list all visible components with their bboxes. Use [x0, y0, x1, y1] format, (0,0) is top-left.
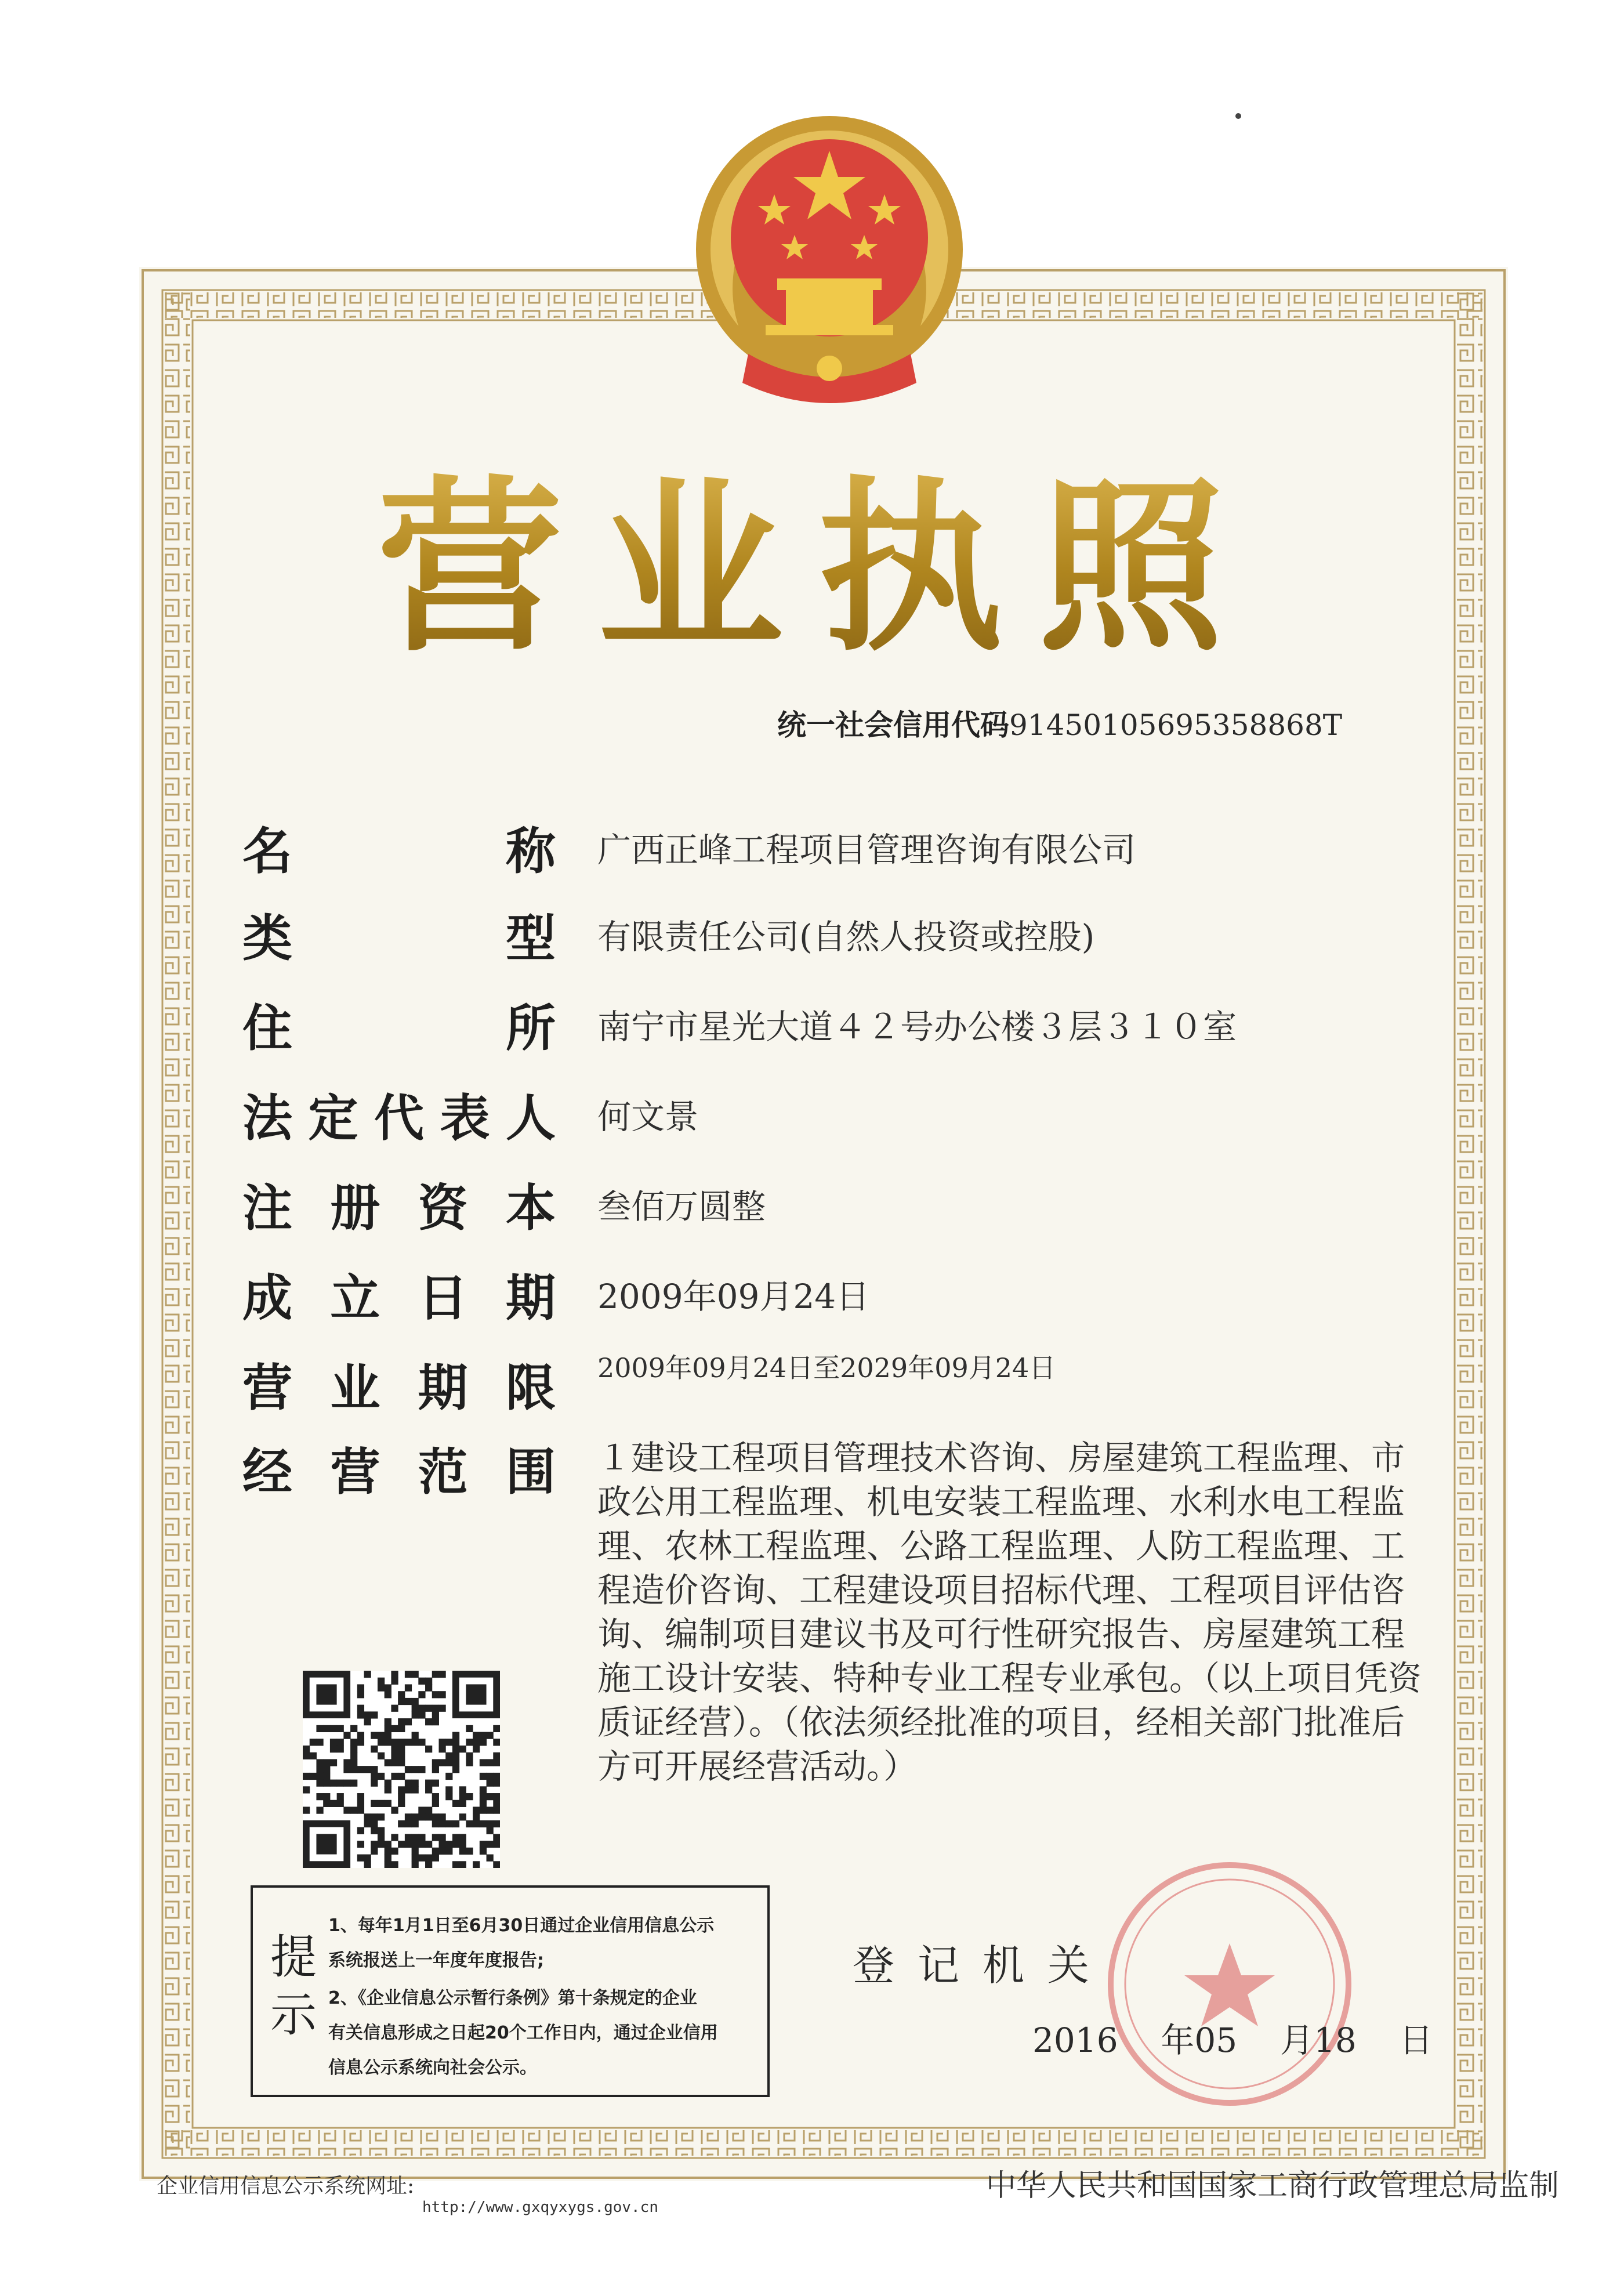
- notice-line: 1、每年1月1日至6月30日通过企业信用信息公示: [328, 1916, 715, 1936]
- speck: [1235, 113, 1241, 119]
- qr-code-icon: [303, 1671, 500, 1868]
- main-title: [371, 441, 1264, 690]
- registration-date: [1032, 2013, 1433, 2062]
- reg-month: 05: [1194, 2021, 1238, 2060]
- value-type: 有限责任公司(自然人投资或控股): [597, 917, 1095, 957]
- reg-day-unit: 日: [1399, 2021, 1433, 2060]
- footer-url-link[interactable]: http://www.gxqyxygs.gov.cn: [422, 2199, 658, 2216]
- reg-year-unit: 年: [1161, 2021, 1195, 2060]
- value-name: 广西正峰工程项目管理咨询有限公司: [597, 830, 1136, 870]
- value-address: 南宁市星光大道４２号办公楼３层３１０室: [597, 1007, 1237, 1047]
- label-registered-capital: 注 册 资 本: [242, 1179, 556, 1237]
- reg-year: 2016: [1032, 2021, 1118, 2060]
- label-address: 住 所: [242, 1000, 556, 1058]
- value-business-term: 2009年09月24日至2029年09月24日: [597, 1352, 1056, 1384]
- reg-month-unit: 月: [1279, 2021, 1314, 2060]
- notice-line: 有关信息形成之日起20个工作日内，通过企业信用: [328, 2023, 718, 2043]
- official-seal-icon: [1102, 1856, 1357, 2112]
- label-founded-date: 成 立 日 期: [242, 1269, 556, 1327]
- label-legal-representative: 法 定 代 表 人: [242, 1089, 556, 1147]
- label-name: 名 称: [242, 823, 556, 881]
- label-type: 类 型: [242, 910, 556, 968]
- value-founded-date: 2009年09月24日: [597, 1277, 870, 1316]
- credit-code: [777, 702, 1342, 744]
- label-business-term: 营 业 期 限: [242, 1359, 556, 1417]
- value-business-scope: １建设工程项目管理技术咨询、房屋建筑工程监理、市政公用工程监理、机电安装工程监理、水利水电工程监理、农林工程监理、公路工程监理、人防工程监理、工程造价咨询、工程建设项目招标代理、工程项目评估咨询、编制项目建议书及可行性研究报告、房屋建筑工程施工设计安装、特种专业工程专业承包。（以上项目凭资质证经营）。（依法须经批准的项目，经相关部门批准后方可开展经营活动。）: [597, 1438, 1422, 1786]
- label-business-scope: 经 营 范 围: [242, 1443, 556, 1501]
- notice-line: 信息公示系统向社会公示。: [328, 2058, 537, 2078]
- notice-line: 2、《企业信息公示暂行条例》第十条规定的企业: [328, 1988, 697, 2008]
- value-registered-capital: 叁佰万圆整: [597, 1187, 766, 1226]
- reg-day: 18: [1313, 2021, 1357, 2060]
- footer-supervision-text: 中华人民共和国国家工商行政管理总局监制: [986, 2168, 1560, 2203]
- notice-box: [251, 1885, 770, 2097]
- notice-title: 提 示: [270, 1930, 317, 2042]
- main-title-text: 营业执照: [377, 461, 1259, 676]
- credit-code-label: 统一社会信用代码: [777, 708, 1009, 742]
- national-emblem-icon: [684, 110, 974, 412]
- registration-authority-label: 登记机关: [853, 1941, 1113, 1990]
- notice-line: 系统报送上一年度年度报告;: [328, 1950, 544, 1971]
- value-legal-representative: 何文景: [597, 1097, 699, 1136]
- credit-code-value: 91450105695358868T: [1009, 708, 1343, 742]
- footer-site-label: 企业信用信息公示系统网址:: [157, 2174, 415, 2198]
